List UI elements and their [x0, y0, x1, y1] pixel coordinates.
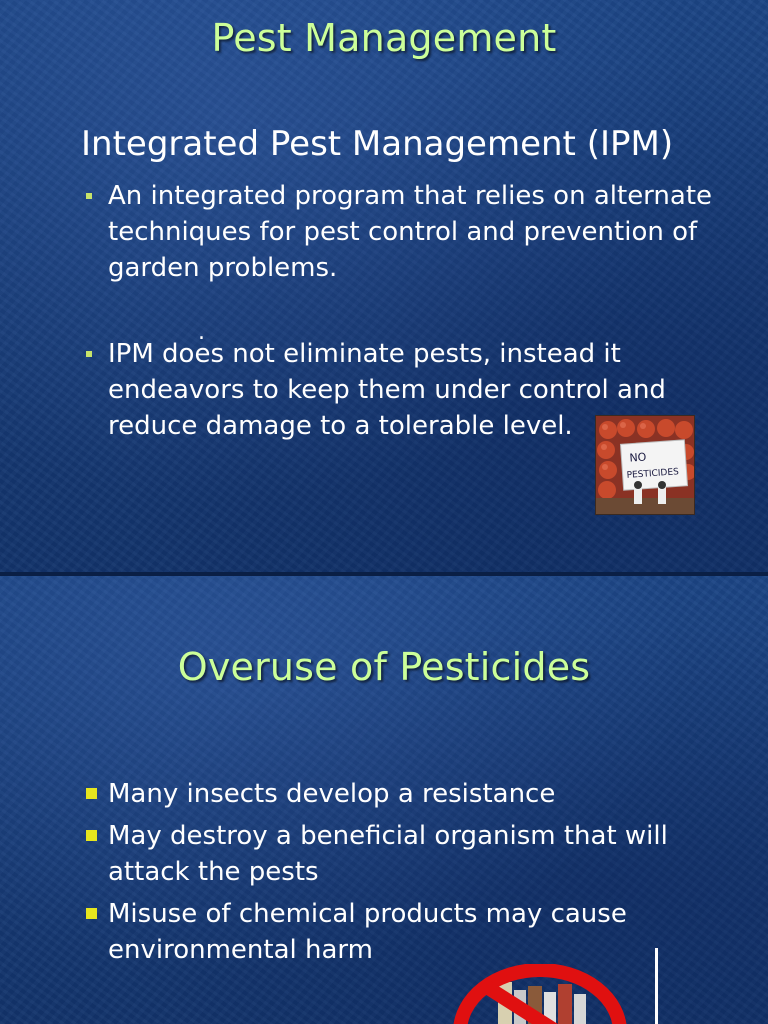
bullet-text: An integrated program that relies on alternate techniques for pest control and prevention of garden problems. — [108, 181, 713, 283]
slide-title: Pest Management — [211, 16, 557, 60]
bullet-text: May destroy a beneficial organism that will attack the pests — [108, 821, 668, 887]
bullet-text: IPM does not eliminate pests, instead it endeavors to keep them under control and reduce damage to a tolerable level. — [108, 339, 666, 441]
list-item — [84, 776, 734, 812]
list-item — [84, 896, 734, 968]
sign-line-1: NO — [629, 450, 647, 465]
list-item — [84, 178, 734, 286]
bullet-icon — [86, 908, 97, 919]
sign-line-2: PESTICIDES — [626, 467, 680, 481]
bullet-text: Many insects develop a resistance — [108, 779, 556, 809]
bullet-icon — [86, 193, 92, 199]
stray-mark: . — [198, 320, 205, 345]
vertical-rule — [655, 948, 658, 1024]
slide-subtitle — [81, 124, 673, 164]
list-item — [84, 818, 734, 890]
bullet-icon — [86, 351, 92, 357]
bullet-list — [84, 178, 734, 444]
slide-title: Overuse of Pesticides — [177, 645, 591, 689]
no-pesticides-photo — [595, 415, 695, 515]
bullet-icon — [86, 788, 97, 799]
bullet-list — [84, 776, 734, 974]
bullet-text: Misuse of chemical products may cause environmental harm — [108, 899, 627, 965]
subtitle-text: Integrated Pest Management (IPM) — [81, 124, 674, 164]
prohibited-chemicals-image — [452, 964, 627, 1024]
bullet-icon — [86, 830, 97, 841]
slide-overuse-of-pesticides — [0, 576, 768, 1024]
